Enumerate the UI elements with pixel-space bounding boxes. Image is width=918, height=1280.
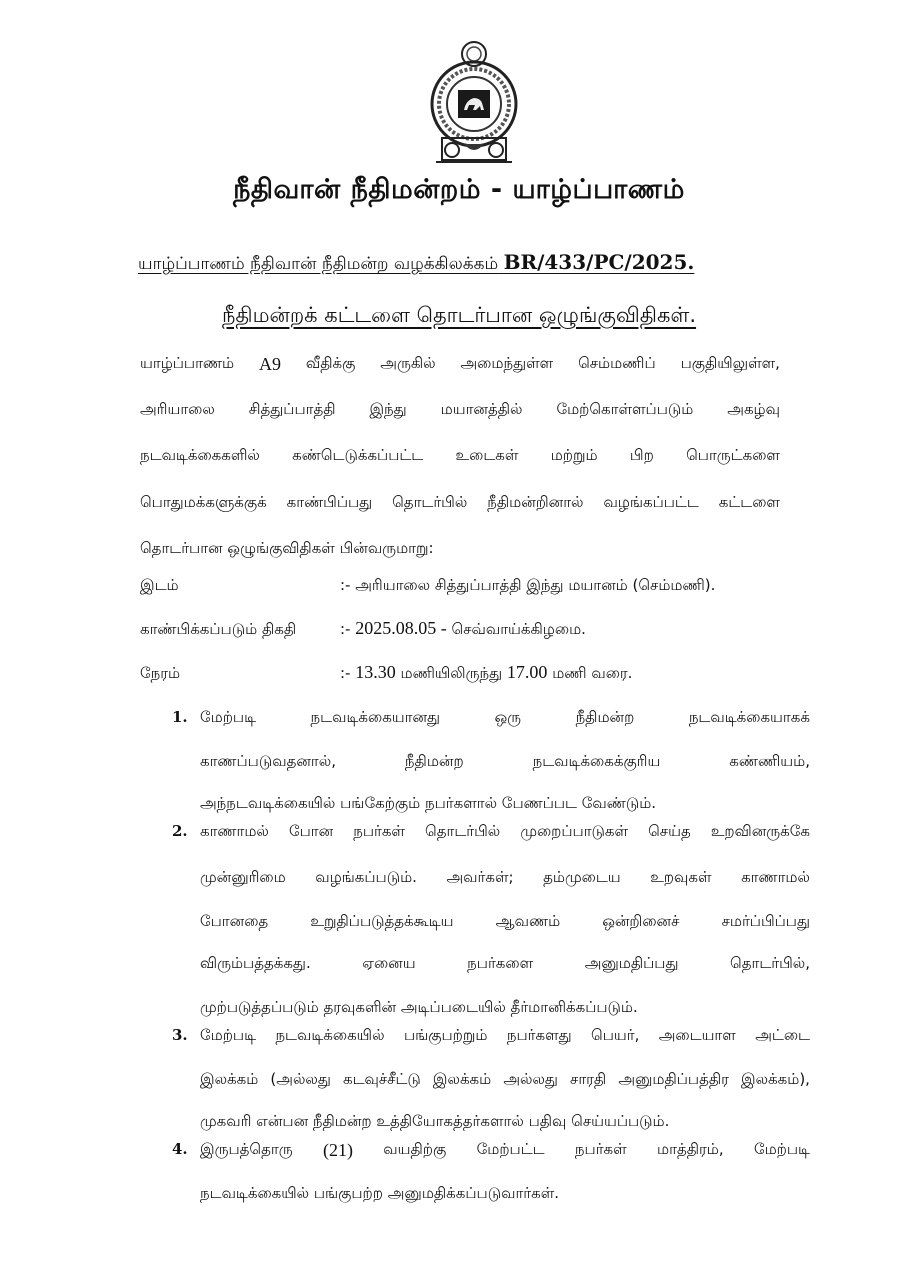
detail-label-place: இடம் (140, 576, 179, 594)
word: கட்டளை (718, 493, 780, 511)
word: மயானத்தில் (440, 400, 523, 418)
text-line (140, 539, 434, 559)
word: (அல்லது (270, 1070, 331, 1088)
word: வயதிற்கு (383, 1140, 447, 1158)
word: இலக்கம்), (741, 1070, 810, 1088)
word: செய்த (648, 822, 691, 840)
rule-number: 3. (172, 1026, 188, 1044)
word: கண்ணியம், (729, 752, 810, 770)
word: முறைப்பாடுகள் (520, 822, 629, 840)
word: வீதிக்கு (305, 354, 356, 372)
word: நபர்கள் (353, 822, 405, 840)
court-title: நீதிவான் நீதிமன்றம் - யாழ்ப்பாணம் (233, 174, 685, 205)
word: நபர்களது (506, 1026, 572, 1044)
text-line (140, 400, 780, 420)
word: மேற்படி (200, 708, 257, 726)
word: உறவுகள் (650, 868, 712, 886)
word: தொடர்பில் (392, 493, 468, 511)
word: தொடர்பில் (425, 822, 501, 840)
detail-label-date: காண்பிக்கப்படும் திகதி (140, 620, 297, 638)
word: உறவினருக்கே (710, 822, 810, 840)
word: சித்துப்பாத்தி (248, 400, 336, 418)
word: மேற்படி (753, 1140, 810, 1158)
detail-value-date (340, 618, 586, 640)
detail-label-time: நேரம் (140, 664, 181, 682)
word: யாழ்ப்பாணம் (140, 354, 235, 372)
case-prefix: யாழ்ப்பாணம் நீதிவான் நீதிமன்ற வழக்கிலக்கம் (138, 254, 499, 274)
word: சமர்ப்பிப்பது (721, 912, 810, 930)
word: நடவடிக்கைகளில் (140, 446, 260, 464)
word: அவர்கள்; (446, 868, 514, 886)
word: மற்றும் (550, 446, 598, 464)
detail-value-time (340, 662, 632, 684)
word: நடவடிக்கைக்குரிய (532, 752, 661, 770)
detail-separator: :- (340, 664, 351, 682)
word: உடைகள் (455, 446, 519, 464)
case-reference (138, 250, 694, 276)
word: அட்டை (755, 1026, 810, 1044)
detail-day: செவ்வாய்க்கிழமை. (451, 620, 586, 638)
word: வழங்கப்பட்ட (603, 493, 699, 511)
word: இலக்கம் (432, 1070, 492, 1088)
text-line (200, 954, 810, 974)
word: போனதை (200, 912, 269, 930)
word: போன (288, 822, 334, 840)
word: பொருட்களை (686, 446, 780, 464)
text-line (140, 354, 780, 375)
word: பகுதியிலுள்ள, (680, 354, 780, 372)
word: தம்முடைய (543, 868, 621, 886)
word: மேற்படி (200, 1026, 257, 1044)
text-line (200, 708, 810, 728)
word: நடவடிக்கையானது (310, 708, 441, 726)
word: பங்குபற்றும் (403, 1026, 488, 1044)
text-line (200, 794, 656, 814)
word: காண்பிப்பது (286, 493, 373, 511)
word: ஒரு (494, 708, 522, 726)
detail-value-place (340, 576, 715, 596)
text-line (200, 1140, 810, 1161)
word: அடையாள (658, 1026, 736, 1044)
word: ஒன்றினைச் (602, 912, 680, 930)
rule-number: 4. (172, 1140, 188, 1158)
rule-number: 1. (172, 708, 188, 726)
detail-start-time: 13.30 (355, 662, 396, 682)
word: முற்படுத்தப்படும் தரவுகளின் அடிப்படையில் தீர்மானிக்கப்படும். (200, 998, 638, 1016)
word: பிற (629, 446, 654, 464)
word: மேற்கொள்ளப்படும் (556, 400, 694, 418)
word: காணாமல் (200, 822, 269, 840)
word: நீதிமன்றினால் (487, 493, 584, 511)
detail-separator: :- (340, 620, 351, 638)
detail-date: 2025.08.05 - (355, 618, 447, 638)
detail-from: மணியிலிருந்து (400, 664, 503, 682)
word: காணாமல் (741, 868, 810, 886)
word: அல்லது (503, 1070, 558, 1088)
word: ஏனைய (362, 954, 416, 972)
text-line (200, 1026, 810, 1046)
word: இந்து (369, 400, 407, 418)
word: நபர்களை (467, 954, 534, 972)
text-line (140, 446, 780, 466)
text-line (200, 998, 638, 1018)
word: காணப்படுவதனால், (200, 752, 336, 770)
state-emblem-icon (428, 38, 520, 170)
word: தொடர்பான ஒழுங்குவிதிகள் பின்வருமாறு: (140, 539, 434, 557)
word: A9 (259, 354, 281, 374)
word: இருபத்தொரு (200, 1140, 293, 1158)
case-number: BR/433/PC/2025. (503, 250, 695, 274)
text-line (200, 1112, 669, 1132)
document-subtitle: நீதிமன்றக் கட்டளை தொடர்பான ஒழுங்குவிதிகள். (221, 303, 697, 327)
rule-number: 2. (172, 822, 188, 840)
detail-separator: :- (340, 576, 351, 594)
word: அகழ்வு (727, 400, 780, 418)
detail-end-time: 17.00 (506, 662, 548, 682)
word: முன்னுரிமை (200, 868, 286, 886)
word: விரும்பத்தக்கது. (200, 954, 311, 972)
word: நடவடிக்கையில் பங்குபற்ற அனுமதிக்கப்படுவார்கள். (200, 1184, 560, 1202)
text-line (200, 822, 810, 842)
word: மாத்திரம், (657, 1140, 724, 1158)
text-line (200, 1184, 559, 1204)
word: (21) (322, 1140, 353, 1160)
word: அனுமதிப்பது (584, 954, 679, 972)
text-line (140, 493, 780, 513)
word: வழங்கப்படும். (315, 868, 417, 886)
word: முகவரி என்பன நீதிமன்ற உத்தியோகத்தர்களால் பதிவு செய்யப்படும். (200, 1112, 670, 1130)
word: அமைந்துள்ள (460, 354, 554, 372)
word: அருகில் (380, 354, 436, 372)
word: தொடர்பில், (730, 954, 810, 972)
text-line (200, 868, 810, 888)
text-line (200, 912, 810, 932)
word: ஆவணம் (495, 912, 561, 930)
word: மேற்பட்ட (476, 1140, 545, 1158)
word: பொதுமக்களுக்குக் (140, 493, 267, 511)
word: நீதிமன்ற (404, 752, 464, 770)
word: சாரதி (570, 1070, 607, 1088)
word: நபர்கள் (574, 1140, 627, 1158)
word: கடவுச்சீட்டு (342, 1070, 421, 1088)
word: பெயர், (591, 1026, 640, 1044)
word: கண்டெடுக்கப்பட்ட (292, 446, 424, 464)
word: இலக்கம் (200, 1070, 259, 1088)
word: நீதிமன்ற (575, 708, 635, 726)
word: உறுதிப்படுத்தக்கூடிய (310, 912, 454, 930)
detail-until: மணி வரை. (552, 664, 633, 682)
text-line (200, 1070, 810, 1090)
text-line (200, 752, 810, 772)
word: நடவடிக்கையில் (275, 1026, 385, 1044)
detail-value: அரியாலை சித்துப்பாத்தி இந்து மயானம் (செம்மணி). (355, 576, 716, 594)
word: நடவடிக்கையாகக் (688, 708, 810, 726)
word: அனுமதிப்பத்திர (618, 1070, 729, 1088)
word: அரியாலை (140, 400, 215, 418)
word: அந்நடவடிக்கையில் பங்கேற்கும் நபர்களால் பேணப்பட வேண்டும். (200, 794, 657, 812)
word: செம்மணிப் (578, 354, 656, 372)
